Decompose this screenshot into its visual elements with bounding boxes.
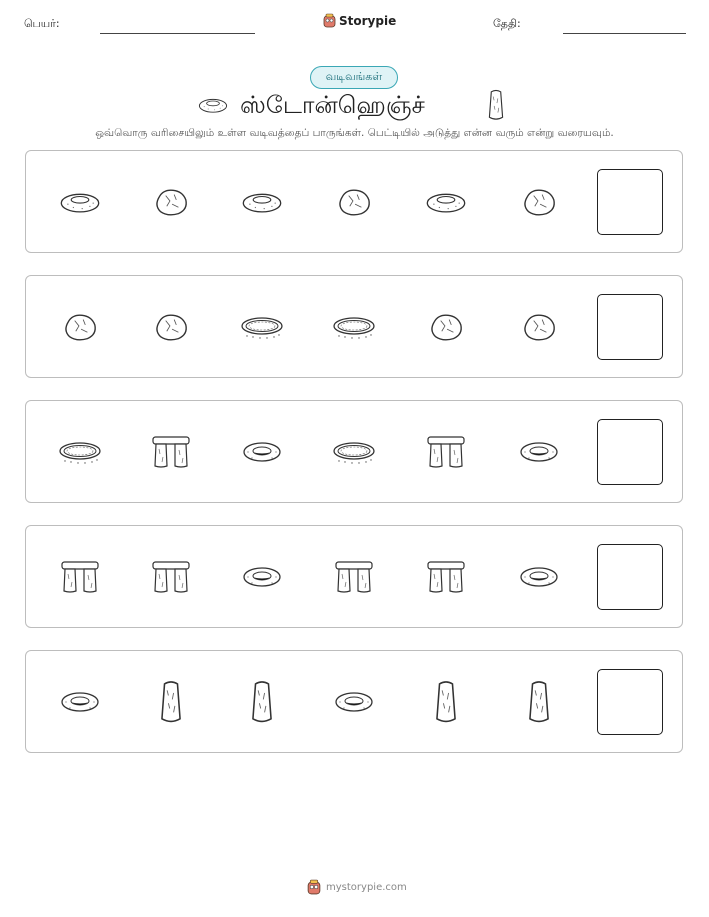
instructions: ஒவ்வொரு வரிசையிலும் உள்ள வடிவத்தைப் பாருங்கள். பெட்டியில் அடுத்து என்ன வரும் என்று வரையவும். (95, 127, 614, 139)
flat-stone-ring-icon (197, 95, 229, 115)
standing-stone-icon (485, 89, 507, 121)
stone-ring-hole-icon (242, 439, 282, 465)
storypie-mascot-icon (307, 879, 321, 895)
pattern-item (145, 177, 197, 227)
date-line[interactable] (563, 33, 686, 34)
standing-stone-icon (526, 680, 552, 724)
pattern-row (25, 150, 683, 253)
stone-ring-hole-icon (334, 689, 374, 715)
answer-box[interactable] (597, 544, 663, 610)
stone-ring-hole-icon (60, 689, 100, 715)
pattern-item (420, 427, 472, 477)
pattern-row (25, 400, 683, 503)
flat-stone-ring-icon (58, 188, 102, 216)
rock-icon (62, 311, 98, 343)
stone-circle-icon (239, 314, 285, 340)
pattern-item (513, 427, 565, 477)
pattern-row (25, 275, 683, 378)
pattern-item (54, 302, 106, 352)
date-label: தேதி: (493, 17, 521, 30)
pattern-item (513, 177, 565, 227)
rock-icon (521, 186, 557, 218)
rock-icon (336, 186, 372, 218)
trilithon-icon (426, 560, 466, 594)
pattern-item (236, 552, 288, 602)
stone-circle-icon (57, 439, 103, 465)
rock-icon (521, 311, 557, 343)
rock-icon (153, 186, 189, 218)
pattern-item (145, 427, 197, 477)
title-row (0, 89, 709, 123)
rock-icon (428, 311, 464, 343)
answer-box[interactable] (597, 294, 663, 360)
flat-stone-ring-icon (240, 188, 284, 216)
trilithon-icon (426, 435, 466, 469)
pattern-item (420, 677, 472, 727)
pattern-item (328, 552, 380, 602)
stone-circle-icon (331, 439, 377, 465)
name-label: பெயர்: (24, 17, 60, 30)
pattern-item (420, 302, 472, 352)
trilithon-icon (151, 560, 191, 594)
pattern-item (420, 177, 472, 227)
flat-stone-ring-icon (424, 188, 468, 216)
trilithon-icon (151, 435, 191, 469)
trilithon-icon (60, 560, 100, 594)
stone-circle-icon (331, 314, 377, 340)
brand-logo (323, 13, 396, 28)
pattern-item (145, 552, 197, 602)
pattern-item (328, 677, 380, 727)
pattern-item (236, 677, 288, 727)
pattern-item (54, 552, 106, 602)
pattern-row (25, 525, 683, 628)
pattern-item (54, 677, 106, 727)
pattern-item (513, 677, 565, 727)
answer-box[interactable] (597, 669, 663, 735)
stone-ring-hole-icon (519, 564, 559, 590)
standing-stone-icon (158, 680, 184, 724)
stone-ring-hole-icon (242, 564, 282, 590)
pattern-row (25, 650, 683, 753)
pattern-item (145, 677, 197, 727)
pattern-item (145, 302, 197, 352)
pattern-item (513, 552, 565, 602)
answer-box[interactable] (597, 419, 663, 485)
pattern-item (236, 427, 288, 477)
category-badge: வடிவங்கள் (310, 66, 398, 89)
pattern-item (236, 177, 288, 227)
footer-website: mystorypie.com (326, 881, 407, 893)
pattern-item (236, 302, 288, 352)
pattern-item (328, 302, 380, 352)
pattern-item (328, 177, 380, 227)
pattern-item (54, 427, 106, 477)
stone-ring-hole-icon (519, 439, 559, 465)
brand-name: Storypie (339, 13, 397, 28)
pattern-item (513, 302, 565, 352)
answer-box[interactable] (597, 169, 663, 235)
trilithon-icon (334, 560, 374, 594)
standing-stone-icon (249, 680, 275, 724)
footer (307, 879, 407, 895)
rock-icon (153, 311, 189, 343)
pattern-item (420, 552, 472, 602)
name-line[interactable] (100, 33, 255, 34)
pattern-item (328, 427, 380, 477)
page-title: ஸ்டோன்ஹெஞ்ச் (240, 91, 425, 119)
pattern-item (54, 177, 106, 227)
storypie-mascot-icon (323, 13, 336, 28)
standing-stone-icon (433, 680, 459, 724)
